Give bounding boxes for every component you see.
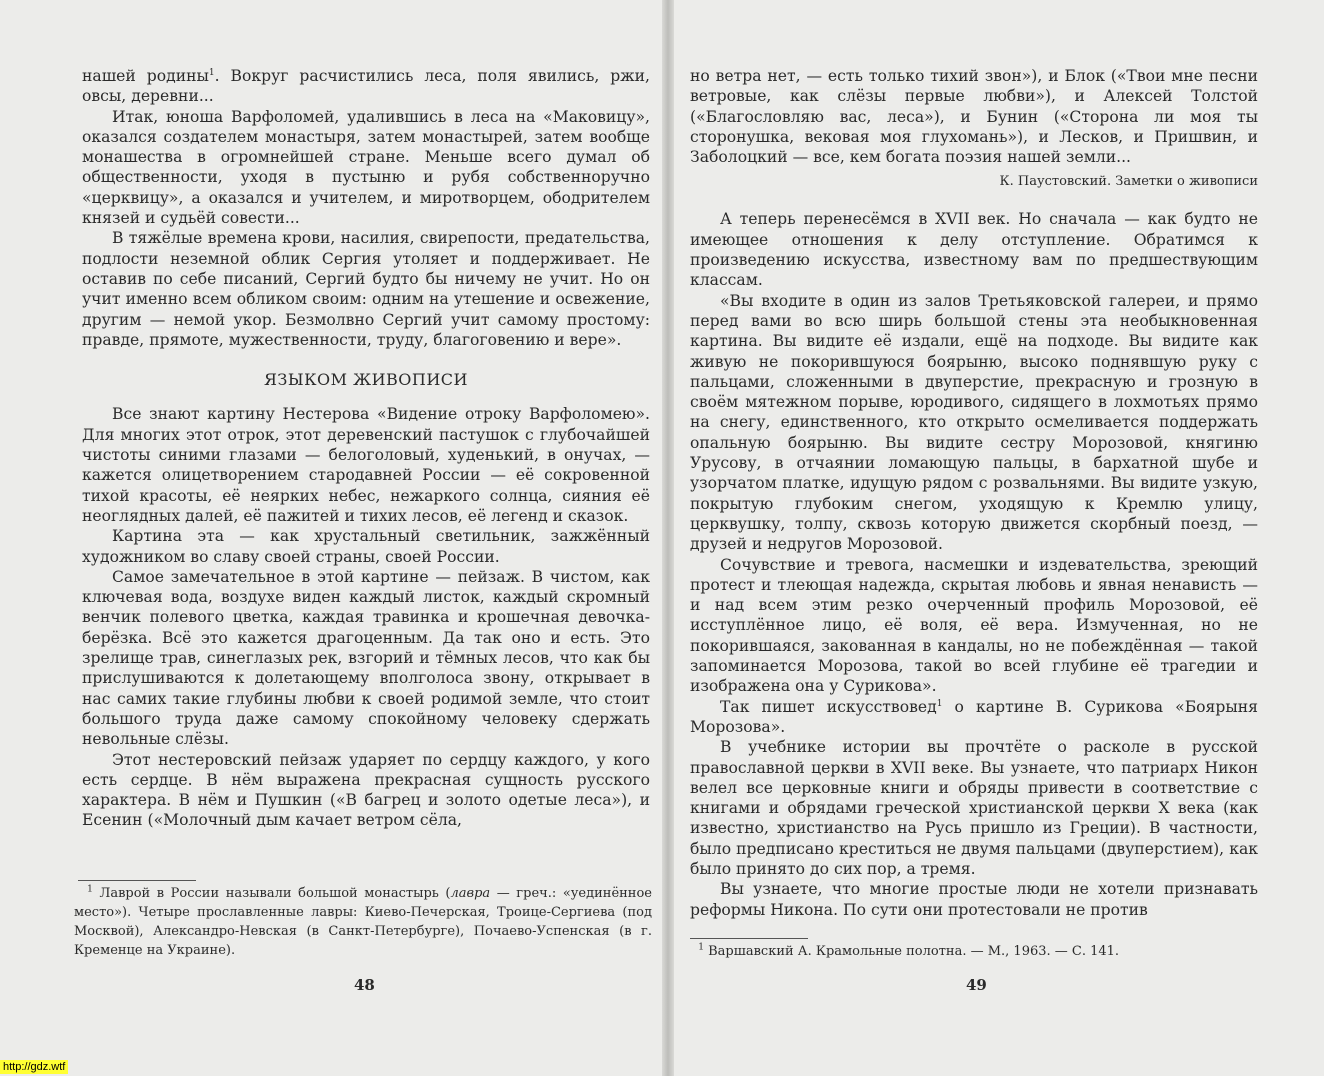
watermark-link[interactable]: http://gdz.wtf — [0, 1060, 68, 1074]
paragraph: нашей родины$^1$. Вокруг расчистились леса, поля явились, ржи, овсы, деревни... — [82, 67, 650, 106]
attribution: К. Паустовский. Заметки о живописи — [999, 174, 1258, 190]
page-number: 49 — [966, 976, 987, 994]
right-text-column — [690, 66, 1258, 920]
paragraph: но ветра нет, — есть только тихий звон»), и Блок («Твои мне песни ветровые, как слёзы первые любви»), и Алексей Толстой («Благословляю вас, леса»), и Бунин («Сторона ли моя ты сторонушка, вековая моя глухомань»), и Лесков, и Пришвин, и Заболоцкий — все, кем богата поэзия нашей земли... — [690, 67, 1258, 167]
paragraph: В тяжёлые времена крови, насилия, свирепости, предательства, подлости неземной облик Сергия утоляет и поддерживает. Не оставив по себе писаний, Сергий будто бы ничему не учит. Но он учит именно всем обликом своим: одним на утешение и освежение, другим — немой укор. Безмолвно Сергий учит самому простому: правде, прямоте, мужественности, труду, благоговению и вере». — [82, 229, 650, 349]
footnote: $^1$ Лаврой в России называли большой монастырь (лавра — греч.: «уединённое место»). Четыре прославленные лавры: Киево-Печерская, Троице-Сергиева (под Москвой), Александро-Невская (в Санкт-Петербурге), Почаево-Успенская (в г. Кременце на Украине). — [74, 884, 652, 958]
paragraph: Все знают картину Нестерова «Видение отроку Варфоломею». Для многих этот отрок, этот деревенский пастушок с глубочайшей чистоты синими глазами — белоголовый, худенький, в онучах, — кажется олицетворением стародавней России — её сокровенной тихой красоты, её неярких небес, нежаркого солнца, сияния её неоглядных далей, её пажитей и тихих лесов, её легенд и сказок. — [82, 405, 650, 525]
right-page — [668, 0, 1324, 1076]
left-text-column — [82, 66, 650, 831]
paragraph: Вы узнаете, что многие простые люди не хотели признавать реформы Никона. По сути они протестовали не против — [690, 880, 1258, 919]
paragraph: Сочувствие и тревога, насмешки и издевательства, зреющий протест и тлеющая надежда, скрытая любовь и явная ненависть — и над всем этим резко очерченный профиль Морозовой, её исступлённое лицо, её воля, её вера. Измученная, но не покорившаяся, закованная в кандалы, но не побеждённая — такой запоминается Морозова, такой во всей глубине её трагедии и изображена она у Сурикова». — [690, 555, 1258, 696]
paragraph: Итак, юноша Варфоломей, удалившись в леса на «Маковицу», оказался создателем монастыря, затем монастырей, затем вообще монашества в огромнейшей стране. Меньше всего думал об общественности, уходя в пустыню и рубя собственноручно «церквицу», а оказался и учителем, и миротворцем, ободрителем князей и судьёй совести... — [82, 107, 650, 228]
footnote-divider — [690, 938, 808, 939]
paragraph: Картина эта — как хрустальный светильник, зажжённый художником во славу своей страны, своей России. — [82, 527, 650, 566]
footnote-divider — [78, 880, 196, 881]
paragraph: Так пишет искусствовед$^1$ о картине В. Сурикова «Боярыня Морозова». — [690, 697, 1258, 736]
paragraph: В учебнике истории вы прочтёте о расколе в русской православной церкви в XVII веке. Вы узнаете, что патриарх Никон велел все церковные книги и обряды привести в соответствие с книгами и обрядами греческой христианской церкви X века (как известно, христианство на Русь пришло из Греции). В частности, было предписано креститься не двумя пальцами (двуперстием), как было принято до сих пор, а тремя. — [690, 738, 1258, 878]
paragraph: А теперь перенесёмся в XVII век. Но сначала — как будто не имеющее отношения к делу отступление. Обратимся к произведению искусства, известному вам по предшествующим классам. — [690, 210, 1258, 290]
paragraph: «Вы входите в один из залов Третьяковской галереи, и прямо перед вами во всю ширь большой стены эта необыкновенная картина. Вы видите её издали, ещё на подходе. Вы видите как живую не покорившуюся боярыню, высоко поднявшую руку с пальцами, сложенными в двуперстие, прекрасную и грозную в своём мятежном порыве, юродивого, сидящего в лохмотьях прямо на снегу, единственного, кто открыто осмеливается поддержать опальную боярыню. Вы видите сестру Морозовой, княгиню Урусову, в отчаянии ломающую пальцы, в бархатной шубе и узорчатом платке, идущую рядом с розвальнями. Вы видите узкую, покрытую глубоким снегом, уходящую к Кремлю улицу, церквушку, толпу, сквозь которую движется скорбный поезд, — друзей и недругов Морозовой. — [690, 291, 1258, 554]
footnote: $^1$ Варшавский А. Крамольные полотна. — М., 1963. — С. 141. — [698, 942, 1120, 959]
paragraph: Самое замечательное в этой картине — пейзаж. В чистом, как ключевая вода, воздухе виден каждый листок, каждый скромный венчик полевого цветка, каждая травинка и крошечная девочка-берёзка. Всё это кажется драгоценным. Да так оно и есть. Это зрелище трав, синеглазых рек, взгорий и тёмных лесов, что как бы прислушиваются к долетающему вполголоса звону, открывает в нас самих такие глубины любви к своей родимой земле, что стоит большого труда даже самому спокойному человеку сдержать невольные слёзы. — [82, 567, 650, 749]
section-heading: ЯЗЫКОМ ЖИВОПИСИ — [263, 370, 468, 390]
paragraph: Этот нестеровский пейзаж ударяет по сердцу каждого, у кого есть сердце. В нём выражена прекрасная сущность русского характера. В нём и Пушкин («В багрец и золото одетые леса»), и Есенин («Молочный дым качает ветром сёла, — [82, 750, 650, 830]
page-number: 48 — [354, 976, 375, 994]
book-gutter — [662, 0, 674, 1076]
